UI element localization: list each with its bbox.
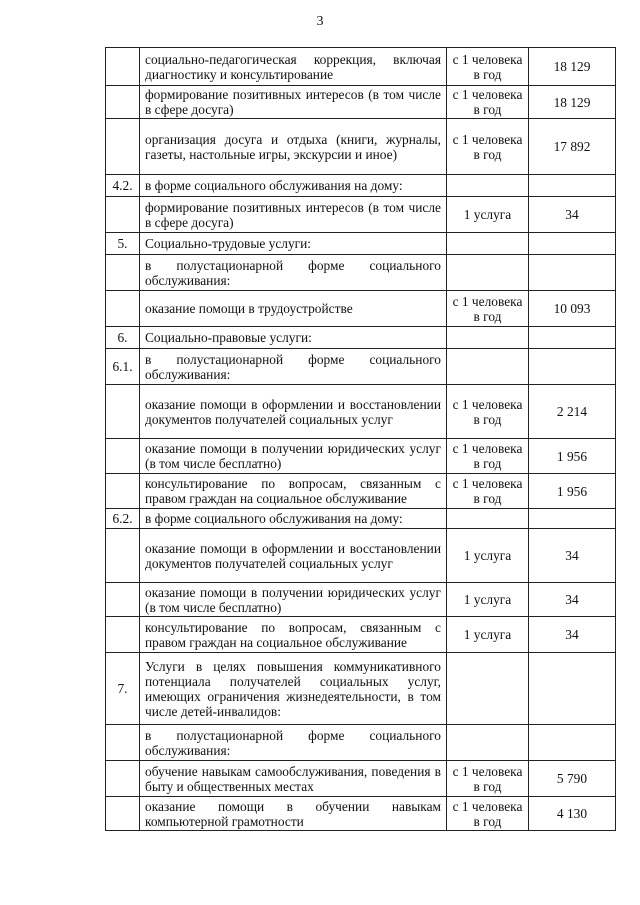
row-number-cell xyxy=(106,725,140,761)
tariff-value-cell xyxy=(529,653,616,725)
table-row xyxy=(106,529,616,583)
service-name-cell: в полустационарной форме социального обслуживания: xyxy=(140,725,447,761)
table-body xyxy=(106,48,616,831)
tariff-value-cell: 17 892 xyxy=(529,119,616,175)
table-row xyxy=(106,48,616,86)
unit-cell: 1 услуга xyxy=(447,529,529,583)
tariff-value-cell: 10 093 xyxy=(529,291,616,327)
row-number-cell xyxy=(106,439,140,474)
row-number-cell xyxy=(106,385,140,439)
table-row xyxy=(106,761,616,797)
table-row xyxy=(106,509,616,529)
tariff-value-cell xyxy=(529,725,616,761)
tariff-value-cell: 34 xyxy=(529,529,616,583)
unit-cell: с 1 человека в год xyxy=(447,761,529,797)
unit-cell: с 1 человека в год xyxy=(447,291,529,327)
unit-cell: с 1 человека в год xyxy=(447,119,529,175)
row-number-cell xyxy=(106,617,140,653)
row-number-cell xyxy=(106,583,140,617)
table-row xyxy=(106,617,616,653)
unit-cell: с 1 человека в год xyxy=(447,385,529,439)
unit-cell xyxy=(447,255,529,291)
tariff-value-cell: 5 790 xyxy=(529,761,616,797)
row-number-cell: 5. xyxy=(106,233,140,255)
tariff-value-cell: 18 129 xyxy=(529,48,616,86)
row-number-cell xyxy=(106,86,140,119)
table-row xyxy=(106,233,616,255)
row-number-cell: 4.2. xyxy=(106,175,140,197)
table-row xyxy=(106,291,616,327)
row-number-cell: 6. xyxy=(106,327,140,349)
tariff-value-cell: 34 xyxy=(529,197,616,233)
table-row xyxy=(106,86,616,119)
unit-cell xyxy=(447,349,529,385)
row-number-cell xyxy=(106,255,140,291)
table-row xyxy=(106,255,616,291)
tariff-table xyxy=(105,47,616,831)
table-row xyxy=(106,119,616,175)
row-number-cell xyxy=(106,529,140,583)
service-name-cell: оказание помощи в получении юридических услуг (в том числе бесплатно) xyxy=(140,583,447,617)
table-row xyxy=(106,725,616,761)
service-name-cell: оказание помощи в трудоустройстве xyxy=(140,291,447,327)
service-name-cell: оказание помощи в получении юридических услуг (в том числе бесплатно) xyxy=(140,439,447,474)
tariff-value-cell xyxy=(529,349,616,385)
unit-cell: с 1 человека в год xyxy=(447,86,529,119)
tariff-value-cell: 34 xyxy=(529,617,616,653)
row-number-cell xyxy=(106,797,140,831)
unit-cell: с 1 человека в год xyxy=(447,439,529,474)
tariff-value-cell xyxy=(529,327,616,349)
tariff-value-cell: 1 956 xyxy=(529,439,616,474)
table-row xyxy=(106,385,616,439)
unit-cell: с 1 человека в год xyxy=(447,797,529,831)
table-row xyxy=(106,327,616,349)
service-name-cell: оказание помощи в оформлении и восстановлении документов получателей социальных услуг xyxy=(140,385,447,439)
unit-cell xyxy=(447,233,529,255)
service-name-cell: формирование позитивных интересов (в том числе в сфере досуга) xyxy=(140,86,447,119)
unit-cell: с 1 человека в год xyxy=(447,48,529,86)
tariff-value-cell: 2 214 xyxy=(529,385,616,439)
unit-cell xyxy=(447,175,529,197)
row-number-cell xyxy=(106,761,140,797)
service-name-cell: Услуги в целях повышения коммуникативного потенциала получателей социальных услуг, имеющих ограничения жизнедеятельности, в том числе детей-инвалидов: xyxy=(140,653,447,725)
service-name-cell: консультирование по вопросам, связанным с правом граждан на социальное обслуживание xyxy=(140,474,447,509)
row-number-cell xyxy=(106,474,140,509)
tariff-value-cell xyxy=(529,255,616,291)
service-name-cell: Социально-трудовые услуги: xyxy=(140,233,447,255)
tariff-value-cell: 4 130 xyxy=(529,797,616,831)
row-number-cell xyxy=(106,197,140,233)
row-number-cell xyxy=(106,119,140,175)
unit-cell xyxy=(447,725,529,761)
tariff-value-cell: 1 956 xyxy=(529,474,616,509)
table-row xyxy=(106,175,616,197)
row-number-cell xyxy=(106,48,140,86)
tariff-value-cell xyxy=(529,233,616,255)
unit-cell xyxy=(447,509,529,529)
page-number: 3 xyxy=(316,14,324,29)
unit-cell: 1 услуга xyxy=(447,583,529,617)
tariff-value-cell xyxy=(529,175,616,197)
service-name-cell: обучение навыкам самообслуживания, поведения в быту и общественных местах xyxy=(140,761,447,797)
service-name-cell: оказание помощи в оформлении и восстановлении документов получателей социальных услуг xyxy=(140,529,447,583)
row-number-cell: 7. xyxy=(106,653,140,725)
table-row xyxy=(106,474,616,509)
service-name-cell: организация досуга и отдыха (книги, журналы, газеты, настольные игры, экскурсии и иное) xyxy=(140,119,447,175)
unit-cell: 1 услуга xyxy=(447,617,529,653)
tariff-value-cell: 18 129 xyxy=(529,86,616,119)
service-name-cell: социально-педагогическая коррекция, включая диагностику и консультирование xyxy=(140,48,447,86)
table-row xyxy=(106,197,616,233)
unit-cell xyxy=(447,653,529,725)
tariff-value-cell xyxy=(529,509,616,529)
table-row xyxy=(106,439,616,474)
table-row xyxy=(106,797,616,831)
service-name-cell: формирование позитивных интересов (в том числе в сфере досуга) xyxy=(140,197,447,233)
service-name-cell: оказание помощи в обучении навыкам компьютерной грамотности xyxy=(140,797,447,831)
row-number-cell xyxy=(106,291,140,327)
tariff-value-cell: 34 xyxy=(529,583,616,617)
table-row xyxy=(106,653,616,725)
service-name-cell: в форме социального обслуживания на дому: xyxy=(140,175,447,197)
table-row xyxy=(106,583,616,617)
unit-cell: с 1 человека в год xyxy=(447,474,529,509)
row-number-cell: 6.1. xyxy=(106,349,140,385)
service-name-cell: в форме социального обслуживания на дому: xyxy=(140,509,447,529)
unit-cell xyxy=(447,327,529,349)
service-name-cell: консультирование по вопросам, связанным с правом граждан на социальное обслуживание xyxy=(140,617,447,653)
row-number-cell: 6.2. xyxy=(106,509,140,529)
service-name-cell: в полустационарной форме социального обслуживания: xyxy=(140,349,447,385)
table-row xyxy=(106,349,616,385)
unit-cell: 1 услуга xyxy=(447,197,529,233)
service-name-cell: в полустационарной форме социального обслуживания: xyxy=(140,255,447,291)
service-name-cell: Социально-правовые услуги: xyxy=(140,327,447,349)
